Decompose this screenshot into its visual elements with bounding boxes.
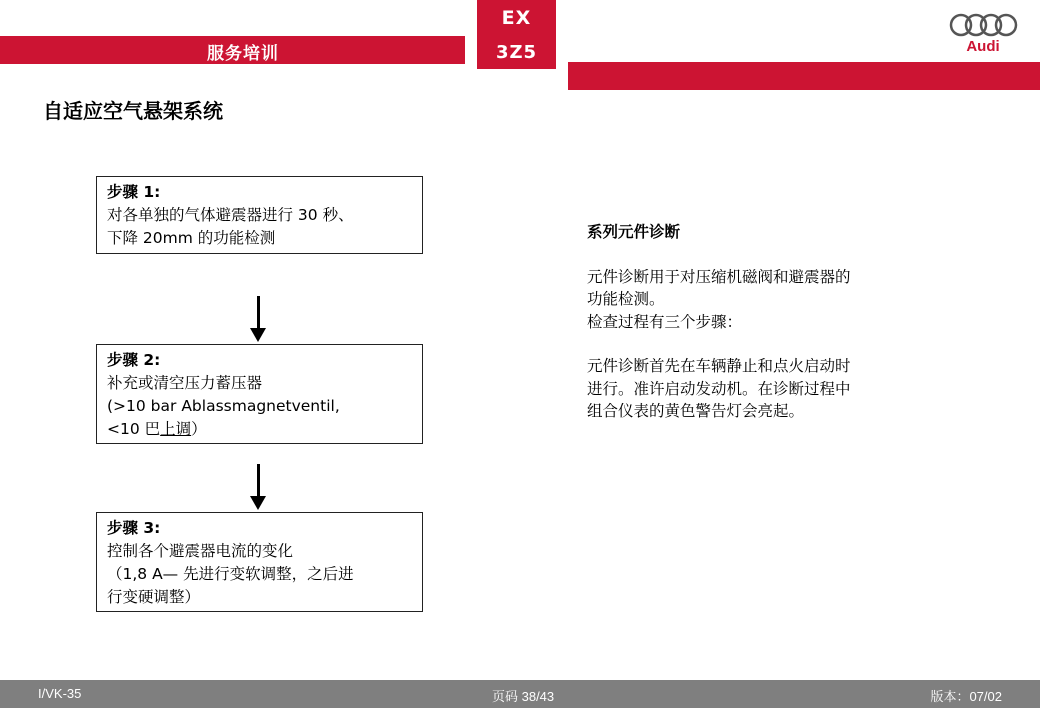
step-box-2 bbox=[96, 344, 423, 444]
step-line: (>10 bar Ablassmagnetventil, bbox=[107, 397, 340, 415]
step-line-suffix: ） bbox=[191, 420, 207, 438]
step-line bbox=[107, 418, 412, 441]
step-line: 行变硬调整） bbox=[107, 588, 201, 606]
right-panel-title: 系列元件诊断 bbox=[587, 223, 681, 241]
step-line: 对各单独的气体避震器进行 30 秒、 bbox=[107, 206, 354, 224]
step-line: 补充或清空压力蓄压器 bbox=[107, 374, 263, 392]
header-band-left bbox=[0, 36, 465, 64]
audi-rings-icon bbox=[948, 12, 1018, 38]
right-panel-line: 元件诊断首先在车辆静止和点火启动时 bbox=[587, 357, 851, 375]
right-panel-line: 元件诊断用于对压缩机磁阀和避震器的 bbox=[587, 267, 851, 286]
step-title: 步骤 2: bbox=[107, 351, 161, 369]
course-code-bottom: 3Z5 bbox=[495, 42, 538, 63]
step-line: 控制各个避震器电流的变化 bbox=[107, 542, 294, 560]
step-title: 步骤 3: bbox=[107, 519, 161, 537]
page-title: 自适应空气悬架系统 bbox=[43, 99, 223, 123]
flow-arrow-down-icon bbox=[250, 464, 266, 510]
audi-logo-text: Audi bbox=[966, 38, 1000, 55]
footer-version: 版本：07/02 bbox=[930, 689, 1002, 704]
step-line-prefix: <10 巴 bbox=[107, 420, 161, 438]
flow-arrow-down-icon bbox=[250, 296, 266, 342]
step-title: 步骤 1: bbox=[107, 183, 161, 201]
header-band-right bbox=[568, 62, 1040, 90]
footer-course-id: I/VK-35 bbox=[38, 686, 82, 701]
right-panel-line: 功能检测。 bbox=[587, 290, 665, 308]
audi-logo bbox=[948, 12, 1018, 58]
course-code-top: EX bbox=[501, 7, 532, 29]
section-label: 服务培训 bbox=[207, 44, 279, 64]
course-code-block bbox=[477, 0, 556, 69]
right-panel-line: 检查过程有三个步骤： bbox=[587, 312, 743, 331]
step-line: 下降 20mm 的功能检测 bbox=[107, 229, 276, 247]
right-panel-line: 进行。准许启动发动机。在诊断过程中 bbox=[587, 379, 851, 398]
step-box-3 bbox=[96, 512, 423, 612]
footer-bar bbox=[0, 680, 1040, 708]
step-box-1 bbox=[96, 176, 423, 254]
step-line: （1,8 A— 先进行变软调整，之后进 bbox=[107, 565, 354, 583]
right-panel bbox=[587, 221, 917, 423]
step-line-underlined: 上调 bbox=[160, 420, 192, 438]
footer-page-number: 页码 38/43 bbox=[492, 689, 555, 704]
right-panel-line: 组合仪表的黄色警告灯会亮起。 bbox=[587, 402, 805, 420]
